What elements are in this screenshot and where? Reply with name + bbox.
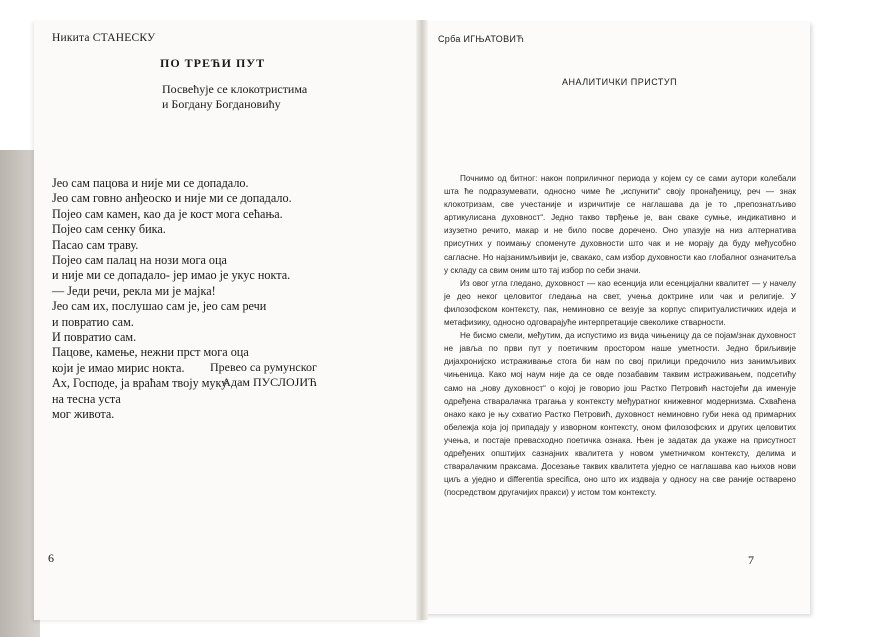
book-gutter [416, 20, 428, 620]
poem-title: ПО ТРЕЋИ ПУТ [160, 56, 266, 70]
poem-line: на тесна уста [52, 391, 121, 406]
page-number-right: 7 [748, 553, 754, 567]
poem-line: и повратио сам. [52, 314, 134, 329]
poem-line: мог живота. [52, 407, 115, 422]
poem-line: Јео сам говно анђеоско и није ми се допадало. [52, 191, 292, 206]
dedication-line: Посвећује се клокотристима [162, 82, 308, 96]
dedication-line: и Богдану Богдановићу [162, 97, 281, 111]
article-paragraph: Не бисмо смели, међутим, да испустимо из вида чињеницу да се појам/знак духовност не јавља по први пут у поетичким простором наше уметности. Једно бриљивије дијахронијско истраживање стога би нам по свој прилици предочило низ занимљивих чињеница. Како мој наум није да се овде позабавим таквим истраживањем, подсетићу само на „нову духовност“ о којој је говорио још Растко Петровић настојећи да именује одређена стваралачка трагања у контексту међуратног книжевног модернизма. Схваћена онако како је њу схватио Растко Петровић, духовност неминовно губи нека од примарних обележја која јој припадају у изворном контексту, оном филозофских и других целовитих учења, и постаје превасходно поетичка ознака. Њен је задатак да укаже на присутност одређених општијих сазнајних квалитета у новом уметничком контексту, делима и стваралачким праксама. Досезање таквих квалитета уједно се наглашава као њихов нови циљ а уједно и differentia specifica, оно што их издваја у односу на све раније остварено (посредством другачијих пракси) у истом том контексту. [444, 331, 796, 498]
poem-line: Пасао сам траву. [52, 237, 139, 252]
article-title: АНАЛИТИЧКИ ПРИСТУП [562, 77, 678, 87]
translator-credit [210, 360, 317, 390]
poem-line: Појео сам камен, као да је кост мога сећања. [52, 206, 283, 221]
right-page-author: Срба ИГЊАТОВИЋ [438, 34, 525, 44]
article-paragraph: Почнимо од битног: након поприличног периода у којем су се сами аутори колебали шта ће подразумевати, односно чиме ће „испунити“ своју пронађеницу, реч — знак клокотризам, све учестаније и изричитије се наглашава да је то „препознатљиво артикулисана духовност“. Једно такво тврђење је, ван сваке сумње, индикативно и изузетно речито, макар и не било посве доречено. Оно упазује на низ алтернатива присутних у поимању споменуте духовности што чак и не морају да буду међусобно сагласне. Но најзанимљивији је, свакако, сам избор духовности као глобалног означитеља у складу са свим оним што тај избор по себи значи. [444, 174, 796, 275]
poem-line: Пацове, камење, нежни прст мога оца [52, 345, 249, 360]
poem-line: Ах, Господе, ја враћам твоју муку [52, 376, 228, 391]
poem-line: — Једи речи, рекла ми је мајка! [52, 283, 216, 298]
poem-line: Појео сам палац на нози мога оца [52, 253, 227, 268]
page-number-left: 6 [48, 551, 54, 565]
poem-line: Јео сам их, послушао сам је, јео сам речи [52, 299, 267, 314]
poem-line: Појео сам сенку бика. [52, 222, 166, 237]
poem-line: и није ми се допадало- јер имао је укус нокта. [52, 268, 291, 283]
left-page-author: Никита СТАНЕСКУ [52, 32, 156, 44]
translator-line: Превео са румунског [210, 360, 317, 374]
poem-line: И повратио сам. [52, 330, 137, 345]
dedication [162, 82, 307, 112]
poem-line: који је имао мирис нокта. [52, 360, 185, 375]
poem-line: Јео сам пацова и није ми се допадало. [52, 176, 249, 190]
article-body [444, 172, 796, 499]
translator-name: Адам ПУСЛОЈИЋ [222, 375, 317, 389]
article-paragraph: Из овог угла гледано, духовност — као есенција или есенцијални квалитет — у начелу је део неког целовитог гледања на свет, учења доктрине или чак и религије. У филозофском контексту, пак, неминовно се везује за корпус спиритуалистичких идеја и метафизику, односно одговарајуће интерпретације свеколике стварности. [444, 278, 796, 328]
